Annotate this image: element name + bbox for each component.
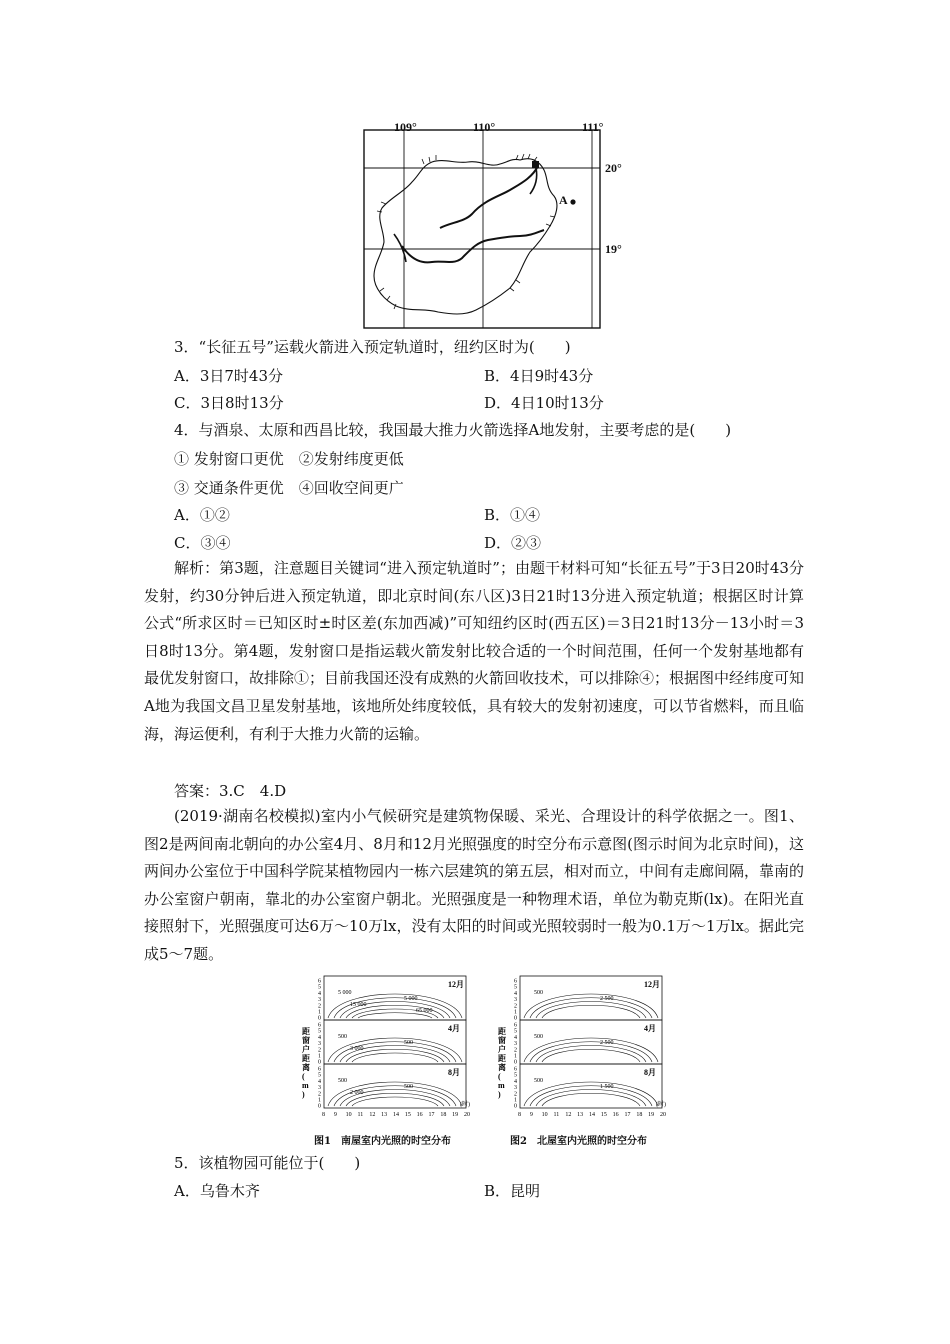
x-tick-label: 17: [624, 1112, 631, 1118]
y-tick-label: 3: [318, 1041, 321, 1048]
y-axis-label-char: 距: [302, 1027, 310, 1036]
lon-label-110: 110°: [473, 120, 496, 134]
y-tick-label: 1: [318, 1097, 321, 1104]
x-tick-label: 12: [369, 1112, 376, 1118]
contour-label: 500: [534, 990, 543, 996]
y-tick-label: 3: [514, 1041, 517, 1048]
y-axis-label-char: 窗: [498, 1036, 506, 1045]
x-tick-label: 16: [612, 1112, 619, 1118]
figure-1: [300, 972, 480, 1148]
y-tick-label: 6: [514, 978, 517, 985]
x-tick-label: 8: [518, 1112, 521, 1118]
x-unit-label: (时): [656, 1102, 666, 1108]
y-axis-label-char: (: [498, 1072, 501, 1081]
contour-label: 500: [338, 1078, 347, 1084]
y-tick-label: 5: [514, 984, 517, 991]
x-tick-label: 19: [452, 1112, 459, 1118]
analysis-paragraph: 解析：第3题，注意题目关键词“进入预定轨道时”；由题干材料可知“长征五号”于3日20时43分发射，约30分钟后进入预定轨道，即北京时间(东八区)3日21时13分进入预定轨道；根据区时计算公式“所求区时＝已知区时±时区差(东加西减)”可知纽约区时(西五区)＝3日21时13分－13小时＝3日8时13分。第4题，发射窗口是指运载火箭发射比较合适的一个时间范围，任何一个发射基地都有最优发射窗口，故排除①；目前我国还没有成熟的火箭回收技术，可以排除④；根据图中经纬度可知A地为我国文昌卫星发射基地，该地所处纬度较低，具有较大的发射初速度，可以节省燃料，而且临海，海运便利，有利于大推力火箭的运输。: [144, 559, 805, 743]
y-tick-label: 3: [514, 1085, 517, 1092]
contour-line: [542, 1093, 640, 1106]
y-tick-label: 1: [318, 1053, 321, 1060]
y-tick-label: 0: [514, 1015, 517, 1022]
y-tick-label: 6: [318, 978, 321, 985]
y-tick-label: 0: [514, 1103, 517, 1110]
x-tick-label: 15: [600, 1112, 607, 1118]
contour-line: [542, 1005, 640, 1018]
y-tick-label: 2: [318, 1047, 321, 1054]
y-tick-label: 5: [514, 1028, 517, 1035]
contour-label: 65 000: [416, 1008, 433, 1014]
q5-option-b: B．昆明: [484, 1182, 541, 1200]
q4-option-d: D．②③: [484, 534, 542, 552]
q5-stem: 5．该植物园可能位于( ): [174, 1154, 361, 1172]
y-axis-label-char: 距: [302, 1054, 310, 1063]
contour-label: 500: [404, 1040, 413, 1046]
y-tick-label: 0: [318, 1015, 321, 1022]
contour-line: [530, 1086, 652, 1106]
y-tick-label: 4: [514, 990, 517, 997]
point-a-marker: [570, 199, 575, 204]
lat-label-20: 20°: [605, 161, 622, 175]
y-axis-label-char: 离: [498, 1063, 506, 1072]
y-axis-label-char: m: [498, 1081, 505, 1090]
q4-item-2: ③ 交通条件更优 ④回收空间更广: [174, 479, 404, 497]
y-axis-label-char: 离: [302, 1063, 310, 1072]
y-tick-label: 1: [514, 1097, 517, 1104]
y-tick-label: 1: [514, 1053, 517, 1060]
y-tick-label: 2: [514, 1003, 517, 1010]
y-tick-label: 3: [514, 997, 517, 1004]
y-tick-label: 4: [514, 1078, 517, 1085]
y-tick-label: 1: [318, 1009, 321, 1016]
q4-option-b: B．①④: [484, 506, 541, 524]
contour-line: [530, 1042, 652, 1062]
y-tick-label: 2: [318, 1003, 321, 1010]
lon-label-111: 111°: [582, 120, 604, 134]
contour-label: 5 000: [338, 990, 352, 996]
x-tick-label: 20: [464, 1112, 470, 1118]
y-tick-label: 4: [318, 990, 321, 997]
x-tick-label: 9: [333, 1112, 337, 1118]
figure-1-svg: [300, 972, 480, 1132]
y-tick-label: 6: [318, 1066, 321, 1073]
y-axis-label-char: 距: [498, 1027, 506, 1036]
q3-stem: 3．“长征五号”运载火箭进入预定轨道时，纽约区时为( ): [174, 338, 571, 356]
y-axis-label-char: ): [498, 1090, 501, 1099]
contour-label: 2 500: [600, 1040, 614, 1046]
y-axis-label-char: (: [302, 1072, 305, 1081]
y-tick-label: 6: [514, 1022, 517, 1029]
contour-label: 2 500: [600, 996, 614, 1002]
y-tick-label: 1: [514, 1009, 517, 1016]
y-tick-label: 2: [318, 1091, 321, 1098]
map-svg: [360, 118, 650, 330]
intro-paragraph: (2019·湖南名校模拟)室内小气候研究是建筑物保暖、采光、合理设计的科学依据之一。图1、图2是两间南北朝向的办公室4月、8月和12月光照强度的时空分布示意图(图示时间为北京时间)，这两间办公室位于中国科学院某植物园内一栋六层建筑的第五层，相对而立，中间有走廊间隔，靠南的办公室窗户朝南，靠北的办公室窗户朝北。光照强度是一种物理术语，单位为勒克斯(lx)。在阳光直接照射下，光照强度可达6万～10万lx，没有太阳的时间或光照较弱时一般为0.1万～1万lx。据此完成5～7题。: [144, 807, 805, 963]
x-tick-label: 10: [541, 1112, 548, 1118]
y-tick-label: 6: [514, 1066, 517, 1073]
y-tick-label: 2: [514, 1091, 517, 1098]
contour-label: 500: [338, 1034, 347, 1040]
month-label: 8月: [448, 1068, 460, 1077]
y-axis-label-char: 户: [302, 1045, 310, 1054]
x-tick-label: 14: [589, 1112, 595, 1118]
y-tick-label: 4: [514, 1034, 517, 1041]
x-tick-label: 13: [381, 1112, 388, 1118]
x-tick-label: 14: [393, 1112, 399, 1118]
x-unit-label: (时): [460, 1102, 470, 1108]
answer-line: 答案：3.C 4.D: [174, 782, 287, 800]
y-tick-label: 0: [318, 1059, 321, 1066]
x-tick-label: 11: [553, 1112, 560, 1118]
lat-label-19: 19°: [605, 242, 622, 256]
contour-label: 3 000: [350, 1046, 364, 1052]
y-tick-label: 5: [514, 1072, 517, 1079]
figure-2: [496, 972, 676, 1148]
q3-option-b: B．4日9时43分: [484, 367, 594, 385]
y-axis-label-char: 户: [498, 1045, 506, 1054]
y-tick-label: 0: [318, 1103, 321, 1110]
contour-line: [536, 1002, 646, 1019]
contour-line: [536, 1046, 646, 1063]
contour-line: [530, 998, 652, 1018]
x-tick-label: 19: [648, 1112, 655, 1118]
q3-option-c: C．3日8时13分: [174, 394, 284, 412]
month-label: 4月: [644, 1024, 656, 1033]
x-tick-label: 8: [322, 1112, 325, 1118]
y-tick-label: 5: [318, 1028, 321, 1035]
y-tick-label: 0: [514, 1059, 517, 1066]
hainan-map: [360, 118, 650, 330]
month-label: 4月: [448, 1024, 460, 1033]
lon-label-109: 109°: [394, 120, 417, 134]
contour-label: 500: [534, 1078, 543, 1084]
x-tick-label: 18: [440, 1112, 447, 1118]
city-marker: [532, 161, 539, 168]
x-tick-label: 16: [416, 1112, 423, 1118]
month-label: 12月: [644, 980, 660, 989]
contour-line: [352, 1053, 438, 1062]
y-axis-label-char: 距: [498, 1054, 506, 1063]
month-label: 8月: [644, 1068, 656, 1077]
q4-option-c: C．③④: [174, 534, 231, 552]
contour-label: 2 000: [350, 1090, 364, 1096]
contour-label: 5 000: [404, 996, 418, 1002]
y-tick-label: 4: [318, 1078, 321, 1085]
contour-line: [536, 1090, 646, 1107]
x-tick-label: 15: [404, 1112, 411, 1118]
x-tick-label: 13: [577, 1112, 584, 1118]
q4-option-a: A．①②: [174, 506, 230, 524]
y-axis-label-char: ): [302, 1090, 305, 1099]
y-tick-label: 4: [318, 1034, 321, 1041]
y-tick-label: 5: [318, 984, 321, 991]
point-a-label: A: [559, 193, 568, 207]
y-axis-label-char: 窗: [302, 1036, 310, 1045]
q3-option-a: A．3日7时43分: [174, 367, 284, 385]
figure-2-svg: [496, 972, 676, 1132]
x-tick-label: 12: [565, 1112, 572, 1118]
q4-item-1: ① 发射窗口更优 ②发射纬度更低: [174, 450, 404, 468]
contour-label: 1 500: [600, 1084, 614, 1090]
x-tick-label: 17: [428, 1112, 435, 1118]
figure-2-caption: 图2 北屋室内光照的时空分布: [510, 1136, 647, 1147]
x-tick-label: 18: [636, 1112, 643, 1118]
contour-line: [542, 1049, 640, 1062]
q4-stem: 4．与酒泉、太原和西昌比较，我国最大推力火箭选择A地发射，主要考虑的是( ): [174, 421, 732, 439]
q3-option-d: D．4日10时13分: [484, 394, 604, 412]
y-tick-label: 6: [318, 1022, 321, 1029]
y-tick-label: 2: [514, 1047, 517, 1054]
y-tick-label: 3: [318, 997, 321, 1004]
x-tick-label: 11: [357, 1112, 364, 1118]
contour-label: 500: [404, 1084, 413, 1090]
month-label: 12月: [448, 980, 464, 989]
contour-label: 500: [534, 1034, 543, 1040]
y-tick-label: 3: [318, 1085, 321, 1092]
x-tick-label: 20: [660, 1112, 666, 1118]
figure-1-caption: 图1 南屋室内光照的时空分布: [314, 1136, 451, 1147]
y-tick-label: 5: [318, 1072, 321, 1079]
x-tick-label: 9: [529, 1112, 533, 1118]
y-axis-label-char: m: [302, 1081, 309, 1090]
contour-label: 15 000: [350, 1002, 367, 1008]
q5-option-a: A．乌鲁木齐: [174, 1182, 260, 1200]
contour-line: [352, 1097, 438, 1106]
x-tick-label: 10: [345, 1112, 352, 1118]
